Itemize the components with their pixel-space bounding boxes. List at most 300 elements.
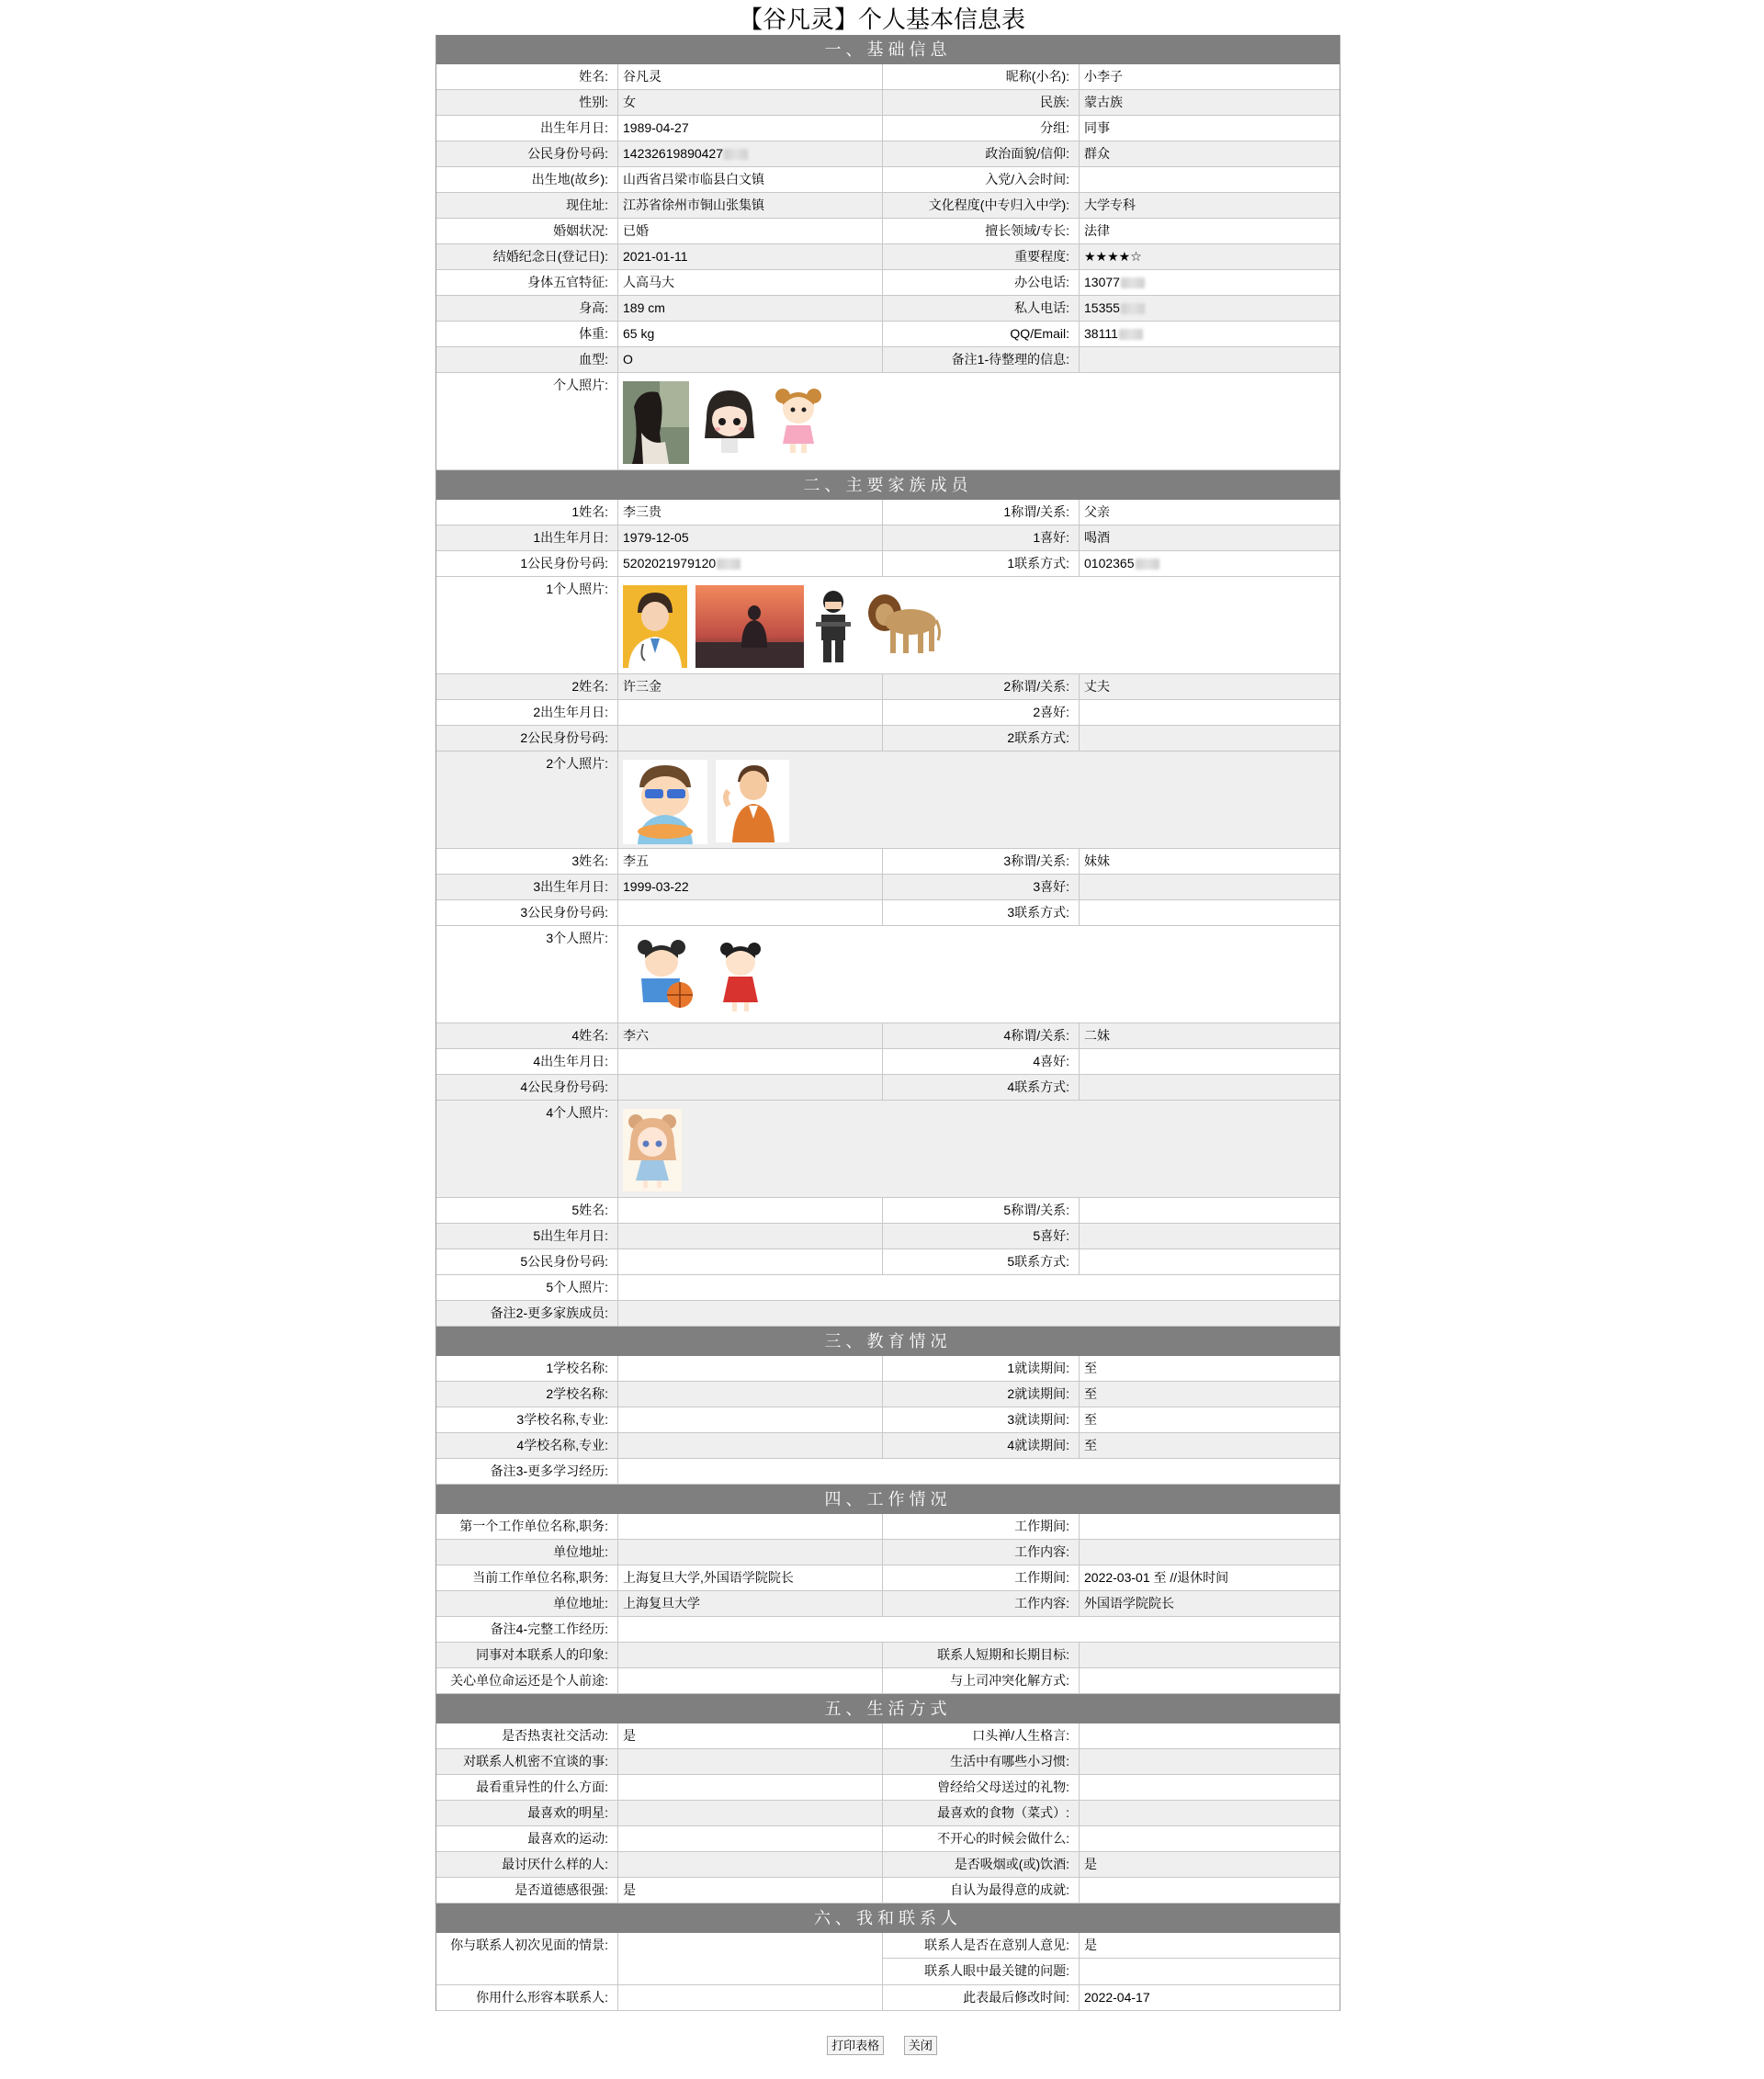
photo-cartoon-boy-sunglasses[interactable] [623, 760, 707, 844]
work-extra-value-right[interactable] [1080, 1643, 1340, 1667]
basic-info-label-left: 出生年月日: [436, 116, 618, 141]
member-5-row [436, 1249, 1340, 1275]
member-3-row [436, 875, 1340, 900]
work-label-right: 工作内容: [883, 1591, 1080, 1616]
basic-info-label-left: 公民身份号码: [436, 141, 618, 166]
work-row [436, 1514, 1340, 1540]
basic-info-row [436, 270, 1340, 296]
member-2-row [436, 726, 1340, 751]
work-extra-label-left: 同事对本联系人的印象: [436, 1643, 618, 1667]
photo-label: 个人照片: [436, 373, 618, 469]
basic-info-label-right: 重要程度: [883, 244, 1080, 269]
photo-cartoon-girl-basketball[interactable] [623, 934, 702, 1017]
photo-cartoon-girl-red-dress[interactable] [710, 934, 771, 1017]
basic-info-value-left[interactable]: 山西省吕梁市临县白文镇 [618, 167, 883, 192]
photo-woman-portrait[interactable] [623, 381, 689, 464]
member-4-rel-label: 4称谓/关系: [883, 1023, 1080, 1048]
education-note-label: 备注3-更多学习经历: [436, 1459, 618, 1484]
lifestyle-row [436, 1723, 1340, 1749]
work-label-right: 工作内容: [883, 1540, 1080, 1565]
education-row [436, 1382, 1340, 1407]
member-2-name-label: 2姓名: [436, 674, 618, 699]
work-extra-value-left[interactable] [618, 1643, 883, 1667]
education-rows [436, 1356, 1340, 1459]
lifestyle-value-left[interactable] [618, 1852, 883, 1877]
basic-info-value-left[interactable]: 谷凡灵 [618, 64, 883, 89]
education-label-left: 2学校名称: [436, 1382, 618, 1407]
basic-info-value-right[interactable]: ★★★★☆ [1084, 249, 1142, 264]
member-4-hobby-value[interactable] [1080, 1049, 1340, 1074]
member-2-row [436, 700, 1340, 726]
describe-label: 你用什么形容本联系人: [436, 1985, 618, 2010]
member-5-dob-value[interactable] [618, 1224, 883, 1249]
lifestyle-value-left[interactable] [618, 1826, 883, 1851]
family-note-label: 备注2-更多家族成员: [436, 1301, 618, 1326]
lifestyle-value-right[interactable] [1080, 1749, 1340, 1774]
basic-info-value-left[interactable]: 65 kg [618, 322, 883, 346]
member-1-photo-row [436, 577, 1340, 674]
member-2-photo-row [436, 751, 1340, 849]
member-4-phone-label: 4联系方式: [883, 1075, 1080, 1100]
education-label-right: 2就读期间: [883, 1382, 1080, 1407]
member-3-id-value[interactable] [618, 900, 883, 925]
page-title: 【谷凡灵】个人基本信息表 [738, 6, 1025, 33]
basic-info-value-left[interactable]: 14232619890427 [618, 141, 883, 166]
member-2-rel-value[interactable]: 丈夫 [1084, 679, 1110, 694]
basic-info-label-left: 性别: [436, 90, 618, 115]
member-2-photo-gallery [618, 751, 1340, 848]
basic-info-row [436, 322, 1340, 347]
work-value-right[interactable]: 外国语学院院长 [1084, 1596, 1174, 1610]
member-4-photo-label: 4个人照片: [436, 1101, 618, 1197]
lifestyle-row [436, 1749, 1340, 1775]
me-contact-block [436, 1933, 1340, 1985]
lifestyle-label-left: 最讨厌什么样的人: [436, 1852, 618, 1877]
member-3-phone-value[interactable] [1080, 900, 1340, 925]
basic-info-value-right[interactable]: 法律 [1084, 223, 1110, 238]
lifestyle-value-right[interactable] [1080, 1801, 1340, 1825]
lifestyle-row [436, 1852, 1340, 1878]
member-4-row [436, 1075, 1340, 1101]
basic-info-value-right[interactable]: 15355 [1080, 296, 1340, 321]
lifestyle-label-left: 最喜欢的运动: [436, 1826, 618, 1851]
lifestyle-label-right: 最喜欢的食物（菜式）: [883, 1801, 1080, 1825]
member-3-row [436, 849, 1340, 875]
lifestyle-rows [436, 1723, 1340, 1904]
work-extra-value-left[interactable] [618, 1668, 883, 1693]
work-row [436, 1565, 1340, 1591]
basic-info-value-right[interactable]: 群众 [1084, 146, 1110, 161]
member-2-hobby-value[interactable] [1080, 700, 1340, 725]
education-label-left: 3学校名称,专业: [436, 1407, 618, 1432]
work-note-value[interactable] [618, 1617, 1340, 1642]
basic-info-label-left: 姓名: [436, 64, 618, 89]
print-button[interactable]: 打印表格 [827, 2036, 884, 2055]
member-3-row [436, 900, 1340, 926]
work-extra-row [436, 1643, 1340, 1668]
me-contact-right [883, 1933, 1340, 1984]
member-2-dob-label: 2出生年月日: [436, 700, 618, 725]
work-extra-value-right[interactable] [1080, 1668, 1340, 1693]
basic-info-value-left[interactable]: 1989-04-27 [618, 116, 883, 141]
lifestyle-value-right[interactable] [1080, 1878, 1340, 1903]
work-note-label: 备注4-完整工作经历: [436, 1617, 618, 1642]
basic-info-label-right: 入党/入会时间: [883, 167, 1080, 192]
lifestyle-value-left[interactable]: 是 [618, 1878, 883, 1903]
basic-info-value-right[interactable]: 大学专科 [1084, 198, 1136, 212]
member-4-id-label: 4公民身份号码: [436, 1075, 618, 1100]
lifestyle-value-right[interactable] [1080, 1723, 1340, 1748]
basic-info-label-left: 结婚纪念日(登记日): [436, 244, 618, 269]
basic-info-row [436, 116, 1340, 141]
basic-info-row [436, 296, 1340, 322]
member-3-photo-gallery [618, 926, 1340, 1023]
work-value-left[interactable]: 上海复旦大学 [618, 1591, 883, 1616]
member-4-dob-label: 4出生年月日: [436, 1049, 618, 1074]
work-value-right[interactable] [1080, 1514, 1340, 1539]
lifestyle-label-right: 自认为最得意的成就: [883, 1878, 1080, 1903]
basic-info-value-left[interactable]: 女 [618, 90, 883, 115]
education-row [436, 1356, 1340, 1382]
member-2-rel-label: 2称谓/关系: [883, 674, 1080, 699]
photo-lion[interactable] [863, 585, 942, 661]
section-work-header: 四、工作情况 [436, 1485, 1340, 1514]
basic-info-label-right: 政治面貌/信仰: [883, 141, 1080, 166]
personal-photo-row [436, 373, 1340, 470]
masked-digits [717, 559, 741, 570]
member-2-photo-label: 2个人照片: [436, 751, 618, 848]
work-extra-row [436, 1668, 1340, 1694]
work-value-left[interactable] [618, 1540, 883, 1565]
member-1-row [436, 525, 1340, 551]
work-label-right: 工作期间: [883, 1514, 1080, 1539]
work-extra-label-right: 联系人短期和长期目标: [883, 1643, 1080, 1667]
button-bar [0, 2036, 1764, 2055]
basic-info-label-right: 分组: [883, 116, 1080, 141]
member-3-rel-value[interactable]: 妹妹 [1084, 853, 1110, 868]
member-1-id-value[interactable]: 5202021979120 [618, 551, 883, 576]
basic-info-value-left[interactable]: O [618, 347, 883, 372]
member-1-hobby-value[interactable]: 喝酒 [1084, 530, 1110, 545]
basic-info-label-right: 民族: [883, 90, 1080, 115]
basic-info-rows [436, 64, 1340, 373]
member-5-dob-label: 5出生年月日: [436, 1224, 618, 1249]
basic-info-value-right[interactable]: 同事 [1084, 120, 1110, 135]
member-5-row [436, 1198, 1340, 1224]
basic-info-label-right: 备注1-待整理的信息: [883, 347, 1080, 372]
education-value-right[interactable]: 至 [1084, 1361, 1097, 1375]
member-1-hobby-label: 1喜好: [883, 525, 1080, 550]
work-value-right[interactable]: 2022-03-01 至 //退休时间 [1084, 1570, 1229, 1585]
work-extra-label-right: 与上司冲突化解方式: [883, 1668, 1080, 1693]
member-5-rel-label: 5称谓/关系: [883, 1198, 1080, 1223]
member-2-dob-value[interactable] [618, 700, 883, 725]
member-1-dob-label: 1出生年月日: [436, 525, 618, 550]
family-member-2 [436, 674, 1340, 751]
education-value-right[interactable]: 至 [1084, 1438, 1097, 1452]
education-row [436, 1407, 1340, 1433]
work-label-left: 单位地址: [436, 1591, 618, 1616]
member-5-row [436, 1224, 1340, 1249]
education-note-row [436, 1459, 1340, 1485]
member-5-photo-label: 5个人照片: [436, 1275, 618, 1300]
care-label: 联系人是否在意别人意见: [883, 1933, 1080, 1958]
basic-info-label-left: 现住址: [436, 193, 618, 218]
family-note-row [436, 1301, 1340, 1327]
member-3-photo-row [436, 926, 1340, 1023]
member-1-name-label: 1姓名: [436, 500, 618, 525]
family-member-1 [436, 500, 1340, 577]
basic-info-label-right: 昵称(小名): [883, 64, 1080, 89]
member-1-phone-value[interactable]: 0102365 [1080, 551, 1340, 576]
member-3-id-label: 3公民身份号码: [436, 900, 618, 925]
work-extra-label-left: 关心单位命运还是个人前途: [436, 1668, 618, 1693]
section-basic-info-header: 一、基础信息 [436, 35, 1340, 64]
basic-info-row [436, 141, 1340, 167]
work-label-right: 工作期间: [883, 1565, 1080, 1590]
basic-info-row [436, 90, 1340, 116]
basic-info-label-right: 私人电话: [883, 296, 1080, 321]
member-2-phone-label: 2联系方式: [883, 726, 1080, 751]
member-2-name-value[interactable]: 许三金 [618, 674, 883, 699]
photo-cartoon-soldier[interactable] [812, 585, 854, 668]
masked-digits [724, 149, 748, 160]
lifestyle-value-right[interactable] [1080, 1775, 1340, 1800]
work-value-left[interactable] [618, 1514, 883, 1539]
photo-sunset-sitting-man[interactable] [695, 585, 804, 668]
member-5-name-value[interactable] [618, 1198, 883, 1223]
member-4-phone-value[interactable] [1080, 1075, 1340, 1100]
basic-info-value-left[interactable]: 江苏省徐州市铜山张集镇 [618, 193, 883, 218]
member-4-photo-gallery [618, 1101, 1340, 1197]
member-3-phone-label: 3联系方式: [883, 900, 1080, 925]
basic-info-row [436, 167, 1340, 193]
member-4-row [436, 1049, 1340, 1075]
work-rows-extra [436, 1643, 1340, 1694]
member-3-name-label: 3姓名: [436, 849, 618, 874]
masked-digits [1136, 559, 1159, 570]
lifestyle-value-left[interactable] [618, 1775, 883, 1800]
first-meet-value[interactable] [618, 1933, 883, 1984]
basic-info-row [436, 64, 1340, 90]
lifestyle-row [436, 1826, 1340, 1852]
member-5-photo-row [436, 1275, 1340, 1301]
basic-info-value-right[interactable]: 13077 [1080, 270, 1340, 295]
basic-info-label-left: 身高: [436, 296, 618, 321]
basic-info-label-left: 出生地(故乡): [436, 167, 618, 192]
basic-info-row [436, 244, 1340, 270]
work-value-right[interactable] [1080, 1540, 1340, 1565]
basic-info-row [436, 219, 1340, 244]
member-3-photo-label: 3个人照片: [436, 926, 618, 1023]
key-row [883, 1959, 1340, 1984]
member-5-id-label: 5公民身份号码: [436, 1249, 618, 1274]
work-label-left: 第一个工作单位名称,职务: [436, 1514, 618, 1539]
member-2-hobby-label: 2喜好: [883, 700, 1080, 725]
work-label-left: 当前工作单位名称,职务: [436, 1565, 618, 1590]
lifestyle-label-right: 是否吸烟或(或)饮酒: [883, 1852, 1080, 1877]
education-label-right: 3就读期间: [883, 1407, 1080, 1432]
member-1-id-label: 1公民身份号码: [436, 551, 618, 576]
close-button[interactable]: 关闭 [904, 2036, 937, 2055]
education-value-left[interactable] [618, 1433, 883, 1458]
basic-info-value-right[interactable] [1080, 167, 1340, 192]
lifestyle-value-left[interactable] [618, 1749, 883, 1774]
masked-digits [1121, 303, 1145, 314]
lifestyle-label-right: 生活中有哪些小习惯: [883, 1749, 1080, 1774]
lifestyle-label-right: 口头禅/人生格言: [883, 1723, 1080, 1748]
basic-info-label-left: 婚姻状况: [436, 219, 618, 243]
work-label-left: 单位地址: [436, 1540, 618, 1565]
member-1-rel-label: 1称谓/关系: [883, 500, 1080, 525]
lifestyle-label-right: 曾经给父母送过的礼物: [883, 1775, 1080, 1800]
lifestyle-label-left: 最看重异性的什么方面: [436, 1775, 618, 1800]
member-4-photo-row [436, 1101, 1340, 1198]
photo-cartoon-girl-bear-ears[interactable] [623, 1109, 682, 1192]
family-member-5 [436, 1198, 1340, 1275]
section-education-header: 三、教育情况 [436, 1327, 1340, 1356]
member-5-hobby-label: 5喜好: [883, 1224, 1080, 1249]
member-2-id-value[interactable] [618, 726, 883, 751]
key-value[interactable] [1080, 1959, 1340, 1984]
member-2-phone-value[interactable] [1080, 726, 1340, 751]
member-5-hobby-value[interactable] [1080, 1224, 1340, 1249]
photo-cartoon-girl-pink[interactable] [770, 381, 827, 460]
member-1-dob-value[interactable]: 1979-12-05 [618, 525, 883, 550]
basic-info-label-left: 血型: [436, 347, 618, 372]
lifestyle-value-right[interactable] [1080, 1826, 1340, 1851]
basic-info-label-right: 擅长领域/专长: [883, 219, 1080, 243]
basic-info-row [436, 193, 1340, 219]
member-3-dob-label: 3出生年月日: [436, 875, 618, 899]
member-5-id-value[interactable] [618, 1249, 883, 1274]
member-5-rel-value[interactable] [1080, 1198, 1340, 1223]
member-1-photo-label: 1个人照片: [436, 577, 618, 673]
section-me-and-contact-header: 六、我和联系人 [436, 1904, 1340, 1933]
member-4-name-label: 4姓名: [436, 1023, 618, 1048]
basic-info-label-left: 身体五官特征: [436, 270, 618, 295]
education-value-left[interactable] [618, 1382, 883, 1407]
section-lifestyle-header: 五、生活方式 [436, 1694, 1340, 1723]
member-1-row [436, 500, 1340, 525]
basic-info-label-left: 体重: [436, 322, 618, 346]
basic-info-label-right: 办公电话: [883, 270, 1080, 295]
lifestyle-label-left: 最喜欢的明星: [436, 1801, 618, 1825]
education-label-right: 4就读期间: [883, 1433, 1080, 1458]
member-5-phone-label: 5联系方式: [883, 1249, 1080, 1274]
member-4-rel-value[interactable]: 二妹 [1084, 1028, 1110, 1043]
member-3-hobby-label: 3喜好: [883, 875, 1080, 899]
basic-info-label-right: QQ/Email: [883, 322, 1080, 346]
care-value[interactable]: 是 [1084, 1938, 1097, 1952]
education-label-left: 1学校名称: [436, 1356, 618, 1381]
basic-info-value-right[interactable]: 蒙古族 [1084, 95, 1123, 109]
education-value-right[interactable]: 至 [1084, 1412, 1097, 1427]
photo-cartoon-doctor[interactable] [623, 585, 687, 668]
work-value-left[interactable]: 上海复旦大学,外国语学院院长 [618, 1565, 883, 1590]
masked-digits [1119, 329, 1143, 340]
member-2-row [436, 674, 1340, 700]
basic-info-value-left[interactable]: 189 cm [618, 296, 883, 321]
section-family-header: 二、主要家族成员 [436, 470, 1340, 500]
member-3-dob-value[interactable]: 1999-03-22 [618, 875, 883, 899]
member-4-hobby-label: 4喜好: [883, 1049, 1080, 1074]
photo-cartoon-girl[interactable] [697, 381, 762, 460]
work-rows [436, 1514, 1340, 1617]
member-3-hobby-value[interactable] [1080, 875, 1340, 899]
photo-gallery [618, 373, 1340, 469]
basic-info-value-right[interactable]: 38111 [1080, 322, 1340, 346]
education-note-value[interactable] [618, 1459, 1340, 1484]
modified-label: 此表最后修改时间: [883, 1985, 1080, 2010]
education-label-right: 1就读期间: [883, 1356, 1080, 1381]
member-4-id-value[interactable] [618, 1075, 883, 1100]
member-1-photo-gallery [618, 577, 1340, 673]
modified-value: 2022-04-17 [1084, 1990, 1150, 2005]
first-meet-label: 你与联系人初次见面的情景: [436, 1933, 618, 1984]
lifestyle-label-left: 是否热衷社交活动: [436, 1723, 618, 1748]
lifestyle-row [436, 1801, 1340, 1826]
basic-info-value-right[interactable] [1080, 347, 1340, 372]
care-row [883, 1933, 1340, 1959]
lifestyle-value-left[interactable] [618, 1801, 883, 1825]
member-3-rel-label: 3称谓/关系: [883, 849, 1080, 874]
education-value-left[interactable] [618, 1356, 883, 1381]
member-4-name-value[interactable]: 李六 [618, 1023, 883, 1048]
basic-info-row [436, 347, 1340, 373]
lifestyle-row [436, 1775, 1340, 1801]
basic-info-value-left[interactable]: 人高马大 [618, 270, 883, 295]
photo-cartoon-man-orange[interactable] [716, 760, 789, 842]
family-note-value[interactable] [618, 1301, 1340, 1326]
masked-digits [1121, 277, 1145, 288]
work-note-row [436, 1617, 1340, 1643]
member-1-name-value[interactable]: 李三贵 [618, 500, 883, 525]
lifestyle-row [436, 1878, 1340, 1904]
lifestyle-value-left[interactable]: 是 [618, 1723, 883, 1748]
lifestyle-label-left: 是否道德感很强: [436, 1878, 618, 1903]
member-4-row [436, 1023, 1340, 1049]
member-5-phone-value[interactable] [1080, 1249, 1340, 1274]
lifestyle-label-right: 不开心的时候会做什么: [883, 1826, 1080, 1851]
basic-info-value-left[interactable]: 已婚 [618, 219, 883, 243]
lifestyle-label-left: 对联系人机密不宜谈的事: [436, 1749, 618, 1774]
education-label-left: 4学校名称,专业: [436, 1433, 618, 1458]
lifestyle-value-right[interactable]: 是 [1084, 1857, 1097, 1871]
education-value-right[interactable]: 至 [1084, 1386, 1097, 1401]
education-value-left[interactable] [618, 1407, 883, 1432]
info-table [435, 35, 1340, 2011]
member-5-photo-gallery [618, 1275, 1340, 1300]
basic-info-value-right[interactable]: 小李子 [1084, 69, 1123, 84]
describe-value[interactable] [618, 1985, 883, 2010]
family-member-4 [436, 1023, 1340, 1101]
describe-row [436, 1985, 1340, 2011]
work-row [436, 1540, 1340, 1565]
family-member-3 [436, 849, 1340, 926]
member-3-name-value[interactable]: 李五 [618, 849, 883, 874]
basic-info-label-right: 文化程度(中专归入中学): [883, 193, 1080, 218]
member-1-rel-value[interactable]: 父亲 [1084, 504, 1110, 519]
member-1-phone-label: 1联系方式: [883, 551, 1080, 576]
member-2-id-label: 2公民身份号码: [436, 726, 618, 751]
basic-info-value-left[interactable]: 2021-01-11 [618, 244, 883, 269]
member-4-dob-value[interactable] [618, 1049, 883, 1074]
education-row [436, 1433, 1340, 1459]
key-label: 联系人眼中最关键的问题: [883, 1959, 1080, 1984]
member-1-row [436, 551, 1340, 577]
work-row [436, 1591, 1340, 1617]
